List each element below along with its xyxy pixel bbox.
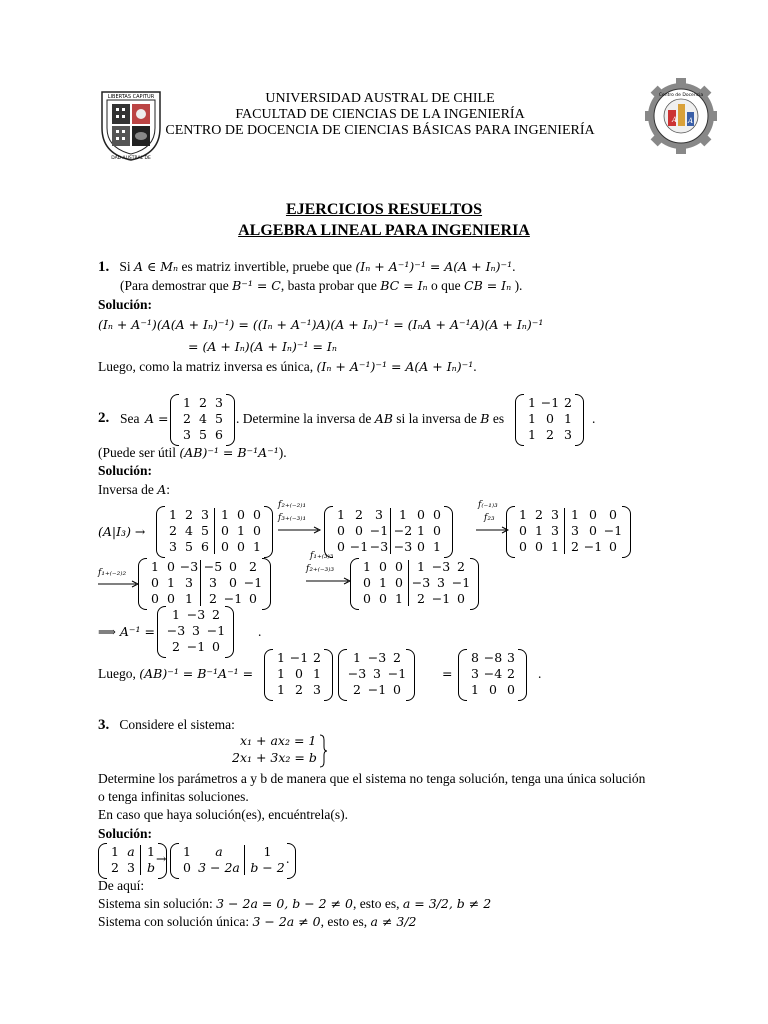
matrix-cell: 0 (489, 682, 497, 697)
matrix-cell: 6 (201, 539, 209, 554)
matrix-cell: 0 (379, 591, 387, 606)
matrix-cell: 1 (185, 591, 193, 606)
ex2-inv-a: Inversa de (98, 482, 158, 497)
matrix-cell: 0 (151, 575, 159, 590)
matrix-cell: 1 (528, 395, 536, 410)
matrix-cell: −3 (179, 559, 199, 574)
matrix-cell: 3 − 2a (198, 860, 240, 875)
header-university: UNIVERSIDAD AUSTRAL DE CHILE (265, 91, 495, 106)
matrix-right-paren (262, 558, 271, 610)
op-1b: f₃₊₍₋₃₎₁ (278, 513, 307, 523)
ex2-luego-m: (AB)⁻¹ = B⁻¹A⁻¹ = (139, 666, 254, 681)
matrix-cell: 1 (353, 650, 361, 665)
matrix-cell: 3 (192, 623, 200, 638)
ex1-hint-d: ). (511, 278, 523, 293)
ex2-AB: AB (374, 411, 393, 426)
matrix-cell: 1 (277, 666, 285, 681)
matrix-cell: 1 (417, 523, 425, 538)
ex3-no-sol-b: , esto es, (352, 896, 403, 911)
ex1-stmt-a: Si (119, 259, 135, 274)
matrix-right-paren (622, 506, 631, 558)
ex1-hint-c: o que (427, 278, 464, 293)
matrix-left-paren (515, 394, 524, 446)
matrix-cell: 1 (551, 539, 559, 554)
matrix-cell: 0 (167, 591, 175, 606)
matrix-cell: −1 (243, 575, 263, 590)
matrix-cell: −2 (393, 523, 413, 538)
matrix-B-inverse-2 (264, 649, 334, 699)
matrix-left-paren (170, 394, 179, 446)
ex3-solution-label: Solución: (98, 826, 153, 841)
matrix-cell: 0 (337, 539, 345, 554)
matrix-cell: −1 (603, 523, 623, 538)
matrix-cell: −3 (431, 559, 451, 574)
ex2-equals: = (442, 666, 453, 681)
matrix-cell: 1 (253, 539, 261, 554)
matrix-cell: 3 (169, 539, 177, 554)
matrix-cell: b − 2 (250, 860, 285, 875)
ex3-text-1: Determine los parámetros a y b de manera que el sistema no tenga solución, tenga una única solución (98, 771, 646, 786)
matrix-augment-bar (200, 560, 201, 606)
ex1-statement (98, 258, 515, 276)
matrix-cell: −1 (206, 623, 226, 638)
matrix-cell: 1 (237, 523, 245, 538)
matrix-cell: 0 (183, 860, 191, 875)
matrix-cell: −3 (411, 575, 431, 590)
matrix-cell: −1 (369, 523, 389, 538)
op-arrow-3 (98, 568, 142, 592)
header-faculty: FACULTAD DE CIENCIAS DE LA INGENIERÍA (235, 107, 525, 122)
op-2a: f₍₋₁₎₃ (478, 500, 498, 510)
ex3-no-sol-m2: a = 3/2, b ≠ 2 (402, 896, 492, 911)
matrix-M3 (138, 558, 272, 608)
matrix-cell: 0 (363, 575, 371, 590)
matrix-cell: 2 (183, 411, 191, 426)
matrix-cell: −3 (166, 623, 186, 638)
matrix-cell: 2 (457, 559, 465, 574)
ex2-dot: . (592, 411, 596, 426)
matrix-right-paren (575, 394, 584, 446)
ex1-equation-2: = (A + Iₙ)(A + Iₙ)⁻¹ = Iₙ (188, 339, 337, 354)
ex1-hint-a: (Para demostrar que (120, 278, 233, 293)
matrix-cell: 0 (417, 507, 425, 522)
matrix-cell: 3 (215, 395, 223, 410)
matrix-cell: 2 (546, 427, 554, 442)
matrix-cell: 2 (353, 682, 361, 697)
matrix-cell: 1 (167, 575, 175, 590)
ex3-uni-b: , esto es, (320, 914, 371, 929)
matrix-cell: −1 (186, 639, 206, 654)
matrix-cell: 2 (295, 682, 303, 697)
matrix-B-inverse (515, 394, 585, 444)
matrix-cell: 0 (507, 682, 515, 697)
matrix-cell: 0 (237, 539, 245, 554)
matrix-cell: 2 (535, 507, 543, 522)
matrix-cell: 3 (551, 507, 559, 522)
ex3-text-2: o tenga infinitas soluciones. (98, 789, 249, 804)
matrix-cell: 4 (185, 523, 193, 538)
matrix-cell: 1 (417, 559, 425, 574)
matrix-right-paren (225, 606, 234, 658)
matrix-cell: 5 (185, 539, 193, 554)
matrix-cell: 0 (249, 591, 257, 606)
matrix-cell: 2 (355, 507, 363, 522)
ex2-text-c: es (489, 411, 505, 426)
ex2-inv-m: A (157, 482, 167, 497)
matrix-augment-bar (408, 560, 409, 606)
ex1-concl-m: (Iₙ + A⁻¹)⁻¹ = A(A + Iₙ)⁻¹ (316, 359, 474, 374)
svg-text:A: A (688, 117, 694, 125)
matrix-cell: 0 (535, 539, 543, 554)
matrix-cell: 8 (471, 650, 479, 665)
matrix-cell: 0 (253, 523, 261, 538)
matrix-left-paren (138, 558, 147, 610)
matrix-left-paren (264, 649, 273, 701)
matrix-cell: 2 (507, 666, 515, 681)
matrix-cell: 0 (237, 507, 245, 522)
matrix-cell: −3 (347, 666, 367, 681)
ex2-sea: Sea (120, 411, 140, 426)
matrix-cell: 2 (209, 591, 217, 606)
op-3: f₁₊₍₋₂₎₂ (98, 568, 127, 578)
matrix-left-paren (170, 843, 179, 879)
matrix-cell: 1 (169, 507, 177, 522)
ex1-conclusion (98, 358, 477, 376)
period-3: . (286, 851, 290, 866)
op-arrow-2 (476, 500, 510, 540)
matrix-cell: a (127, 844, 135, 859)
matrix-cell: 1 (528, 427, 536, 442)
matrix-cell: 0 (363, 591, 371, 606)
matrix-cell: 0 (519, 539, 527, 554)
matrix-cell: 0 (395, 575, 403, 590)
matrix-cell: −1 (387, 666, 407, 681)
doc-title-2: ALGEBRA LINEAL PARA INGENIERIA (238, 222, 530, 239)
ex3-uni-m2: a ≠ 3/2 (370, 914, 417, 929)
matrix-R2 (170, 843, 297, 877)
matrix-cell: 1 (379, 575, 387, 590)
matrix-cell: 1 (183, 395, 191, 410)
matrix-cell: 0 (253, 507, 261, 522)
matrix-cell: 0 (212, 639, 220, 654)
matrix-cell: 1 (471, 682, 479, 697)
ex3-number: 3. (98, 717, 110, 733)
matrix-right-paren (406, 649, 415, 701)
ex3-no-sol-a: Sistema sin solución: (98, 896, 217, 911)
matrix-cell: 3 (127, 860, 135, 875)
matrix-cell: 2 (212, 607, 220, 622)
ex1-concl-b: . (473, 359, 477, 374)
seal-bottom-text: DAD AUSTRAL DE (111, 156, 151, 161)
matrix-right-paren (264, 506, 273, 558)
matrix-A (170, 394, 236, 444)
ex2-luego-a: Luego, (98, 666, 140, 681)
op-1a: f₂₊₍₋₂₎₁ (278, 500, 307, 510)
seal-top-text: LIBERTAS CAPITUR (107, 94, 155, 100)
matrix-augment-bar (214, 508, 215, 554)
docencia-center-logo (645, 76, 717, 156)
matrix-cell: 2 (313, 650, 321, 665)
matrix-cell: 0 (379, 559, 387, 574)
ex3-text-3: En caso que haya solución(es), encuéntrela(s). (98, 807, 349, 822)
system-eq-1: x₁ + ax₂ = 1 (240, 733, 317, 748)
ex1-hint-m3: CB = Iₙ (464, 278, 512, 293)
matrix-cell: 1 (337, 507, 345, 522)
matrix-cell: 3 (551, 523, 559, 538)
matrix-A-inverse (157, 606, 235, 656)
period-1: . (258, 624, 262, 639)
matrix-cell: 5 (201, 523, 209, 538)
matrix-cell: −3 (367, 650, 387, 665)
matrix-cell: 1 (277, 650, 285, 665)
matrix-cell: 0 (295, 666, 303, 681)
matrix-cell: 1 (363, 559, 371, 574)
matrix-cell: 2 (169, 523, 177, 538)
ex2-A-eq: A = (145, 411, 169, 426)
matrix-cell: 3 (201, 507, 209, 522)
matrix-AB-inverse (458, 649, 528, 699)
matrix-cell: 0 (609, 507, 617, 522)
ex3-no-solution (98, 895, 491, 913)
matrix-A-inverse-2 (338, 649, 416, 699)
matrix-right-paren (518, 649, 527, 701)
matrix-cell: 0 (546, 411, 554, 426)
matrix-cell: −1 (451, 575, 471, 590)
matrix-cell: 5 (215, 411, 223, 426)
matrix-cell: 2 (393, 650, 401, 665)
matrix-cell: 1 (535, 523, 543, 538)
ex2-text-a: . Determine la inversa de (236, 411, 375, 426)
period-2: . (538, 666, 542, 681)
matrix-cell: 0 (229, 575, 237, 590)
matrix-cell: 1 (433, 539, 441, 554)
matrix-right-paren (444, 506, 453, 558)
matrix-right-paren (324, 649, 333, 701)
matrix-cell: 2 (571, 539, 579, 554)
matrix-cell: 1 (183, 844, 191, 859)
ex2-luego (98, 666, 253, 682)
matrix-cell: −3 (186, 607, 206, 622)
ex2-inverse-label (98, 481, 170, 499)
matrix-M2 (506, 506, 632, 556)
ex2-inv-b: : (166, 482, 171, 497)
matrix-cell: 3 (507, 650, 515, 665)
matrix-cell: −8 (483, 650, 503, 665)
header-center: CENTRO DE DOCENCIA DE CIENCIAS BÁSICAS PARA INGENIERÍA (165, 123, 595, 138)
matrix-cell: 0 (395, 559, 403, 574)
matrix-cell: 0 (393, 682, 401, 697)
ex2-text (236, 411, 504, 427)
matrix-cell: 0 (221, 523, 229, 538)
matrix-cell: 3 (437, 575, 445, 590)
matrix-cell: 3 (183, 427, 191, 442)
matrix-cell: 0 (355, 523, 363, 538)
matrix-cell: 3 (185, 575, 193, 590)
matrix-cell: 1 (151, 559, 159, 574)
matrix-cell: 0 (609, 539, 617, 554)
matrix-right-paren (226, 394, 235, 446)
ex3-unique-solution (98, 913, 417, 931)
ex1-hint (120, 277, 522, 295)
ex1-concl-a: Luego, como la matriz inversa es única, (98, 359, 317, 374)
matrix-cell: 0 (457, 591, 465, 606)
matrix-M0 (156, 506, 274, 556)
ex1-hint-m2: BC = Iₙ (380, 278, 428, 293)
matrix-augment-bar (564, 508, 565, 554)
center-logo-text: Centro de Docencia (658, 93, 704, 98)
ex1-number: 1. (98, 259, 110, 275)
ex2-number: 2. (98, 410, 110, 426)
ex1-stmt-c: . (512, 259, 516, 274)
augmented-label: (A|I₃) → (98, 524, 146, 539)
ex2-hint (98, 444, 287, 462)
matrix-cell: 4 (199, 411, 207, 426)
matrix-cell: 1 (147, 844, 155, 859)
matrix-cell: 3 (571, 523, 579, 538)
op-4b: f₂₊₍₋₃₎₃ (306, 564, 335, 574)
ex1-stmt-b: es matriz invertible, pruebe que (178, 259, 356, 274)
matrix-cell: −1 (367, 682, 387, 697)
matrix-augment-bar (140, 845, 141, 875)
matrix-left-paren (98, 843, 107, 879)
matrix-cell: 1 (221, 507, 229, 522)
system-brace (318, 734, 328, 768)
matrix-cell: 6 (215, 427, 223, 442)
matrix-cell: 2 (249, 559, 257, 574)
matrix-cell: 0 (433, 523, 441, 538)
implies-A-inverse: ⟹ A⁻¹ = (98, 624, 155, 639)
ex1-stmt-m2: (Iₙ + A⁻¹)⁻¹ = A(A + Iₙ)⁻¹ (355, 259, 513, 274)
op-4a: f₁₊₍₃₎₃ (310, 551, 334, 561)
matrix-cell: −1 (431, 591, 451, 606)
ex2-solution-label: Solución: (98, 463, 153, 478)
ex3-de-aqui: De aquí: (98, 878, 145, 893)
ex3-no-sol-m1: 3 − 2a = 0, b − 2 ≠ 0 (216, 896, 353, 911)
op-arrow-1 (278, 500, 322, 540)
matrix-cell: 0 (519, 523, 527, 538)
arrow-R: → (156, 851, 167, 866)
university-seal-logo (98, 88, 164, 162)
matrix-cell: 1 (263, 844, 272, 859)
matrix-cell: 0 (589, 507, 597, 522)
matrix-cell: 1 (277, 682, 285, 697)
matrix-cell: −3 (393, 539, 413, 554)
matrix-cell: −1 (583, 539, 603, 554)
ex3-uni-a: Sistema con solución única: (98, 914, 253, 929)
matrix-cell: 1 (111, 844, 119, 859)
matrix-cell: 3 (209, 575, 217, 590)
matrix-cell: 2 (417, 591, 425, 606)
system-eq-2: 2x₁ + 3x₂ = b (232, 750, 317, 765)
matrix-cell: 3 (564, 427, 572, 442)
op-arrow-4 (306, 551, 352, 591)
matrix-cell: −3 (369, 539, 389, 554)
matrix-cell: −1 (349, 539, 369, 554)
matrix-cell: 3 (313, 682, 321, 697)
matrix-cell: 1 (395, 591, 403, 606)
matrix-left-paren (157, 606, 166, 658)
matrix-cell: 0 (221, 539, 229, 554)
matrix-cell: 2 (564, 395, 572, 410)
matrix-cell: 3 (471, 666, 479, 681)
matrix-cell: 1 (172, 607, 180, 622)
matrix-M1 (324, 506, 454, 556)
matrix-augment-bar (390, 508, 391, 554)
matrix-cell: 2 (172, 639, 180, 654)
matrix-cell: 1 (571, 507, 579, 522)
matrix-cell: 0 (337, 523, 345, 538)
matrix-left-paren (350, 558, 359, 610)
matrix-cell: 2 (111, 860, 119, 875)
matrix-cell: 3 (373, 666, 381, 681)
ex2-B: B (480, 411, 490, 426)
ex1-hint-b: , basta probar que (280, 278, 381, 293)
matrix-cell: 0 (151, 591, 159, 606)
op-2b: f₂₃ (484, 513, 495, 523)
matrix-cell: b (146, 860, 155, 875)
matrix-cell: 2 (199, 395, 207, 410)
matrix-cell: 0 (167, 559, 175, 574)
matrix-cell: 3 (375, 507, 383, 522)
ex1-hint-m1: B⁻¹ = C (232, 278, 281, 293)
ex3-uni-m1: 3 − 2a ≠ 0 (252, 914, 321, 929)
matrix-cell: −1 (223, 591, 243, 606)
ex1-equation-1: (Iₙ + A⁻¹)(A(A + Iₙ)⁻¹) = ((Iₙ + A⁻¹)A)(A + Iₙ)⁻¹ = (IₙA + A⁻¹A)(A + Iₙ)⁻¹ (98, 317, 544, 332)
matrix-augment-bar (244, 845, 245, 875)
matrix-cell: 2 (185, 507, 193, 522)
matrix-cell: 1 (519, 507, 527, 522)
ex2-text-b: si la inversa de (392, 411, 481, 426)
matrix-cell: 1 (313, 666, 321, 681)
matrix-cell: 1 (528, 411, 536, 426)
ex3-stmt: Considere el sistema: (119, 717, 235, 732)
ex3-statement (98, 716, 235, 734)
matrix-left-paren (506, 506, 515, 558)
matrix-cell: 1 (564, 411, 572, 426)
matrix-M4 (350, 558, 480, 608)
matrix-cell: 0 (589, 523, 597, 538)
matrix-cell: −1 (540, 395, 560, 410)
ex2-hint-b: ). (278, 445, 287, 460)
matrix-left-paren (338, 649, 347, 701)
ex1-stmt-m1: A ∈ Mₙ (134, 259, 179, 274)
ex2-hint-a: (Puede ser útil (98, 445, 180, 460)
doc-title-1: EJERCICIOS RESUELTOS (285, 201, 483, 218)
matrix-cell: −1 (289, 650, 309, 665)
matrix-cell: 0 (433, 507, 441, 522)
matrix-cell: 5 (199, 427, 207, 442)
ex1-solution-label: Solución: (98, 297, 153, 312)
matrix-cell: 0 (417, 539, 425, 554)
matrix-cell: 0 (229, 559, 237, 574)
matrix-right-paren (470, 558, 479, 610)
matrix-cell: a (215, 844, 223, 859)
matrix-cell: −5 (203, 559, 223, 574)
matrix-left-paren (156, 506, 165, 558)
matrix-cell: 1 (399, 507, 407, 522)
svg-text:A: A (672, 116, 678, 124)
matrix-cell: −4 (483, 666, 503, 681)
ex2-hint-m: (AB)⁻¹ = B⁻¹A⁻¹ (179, 445, 279, 460)
matrix-left-paren (458, 649, 467, 701)
